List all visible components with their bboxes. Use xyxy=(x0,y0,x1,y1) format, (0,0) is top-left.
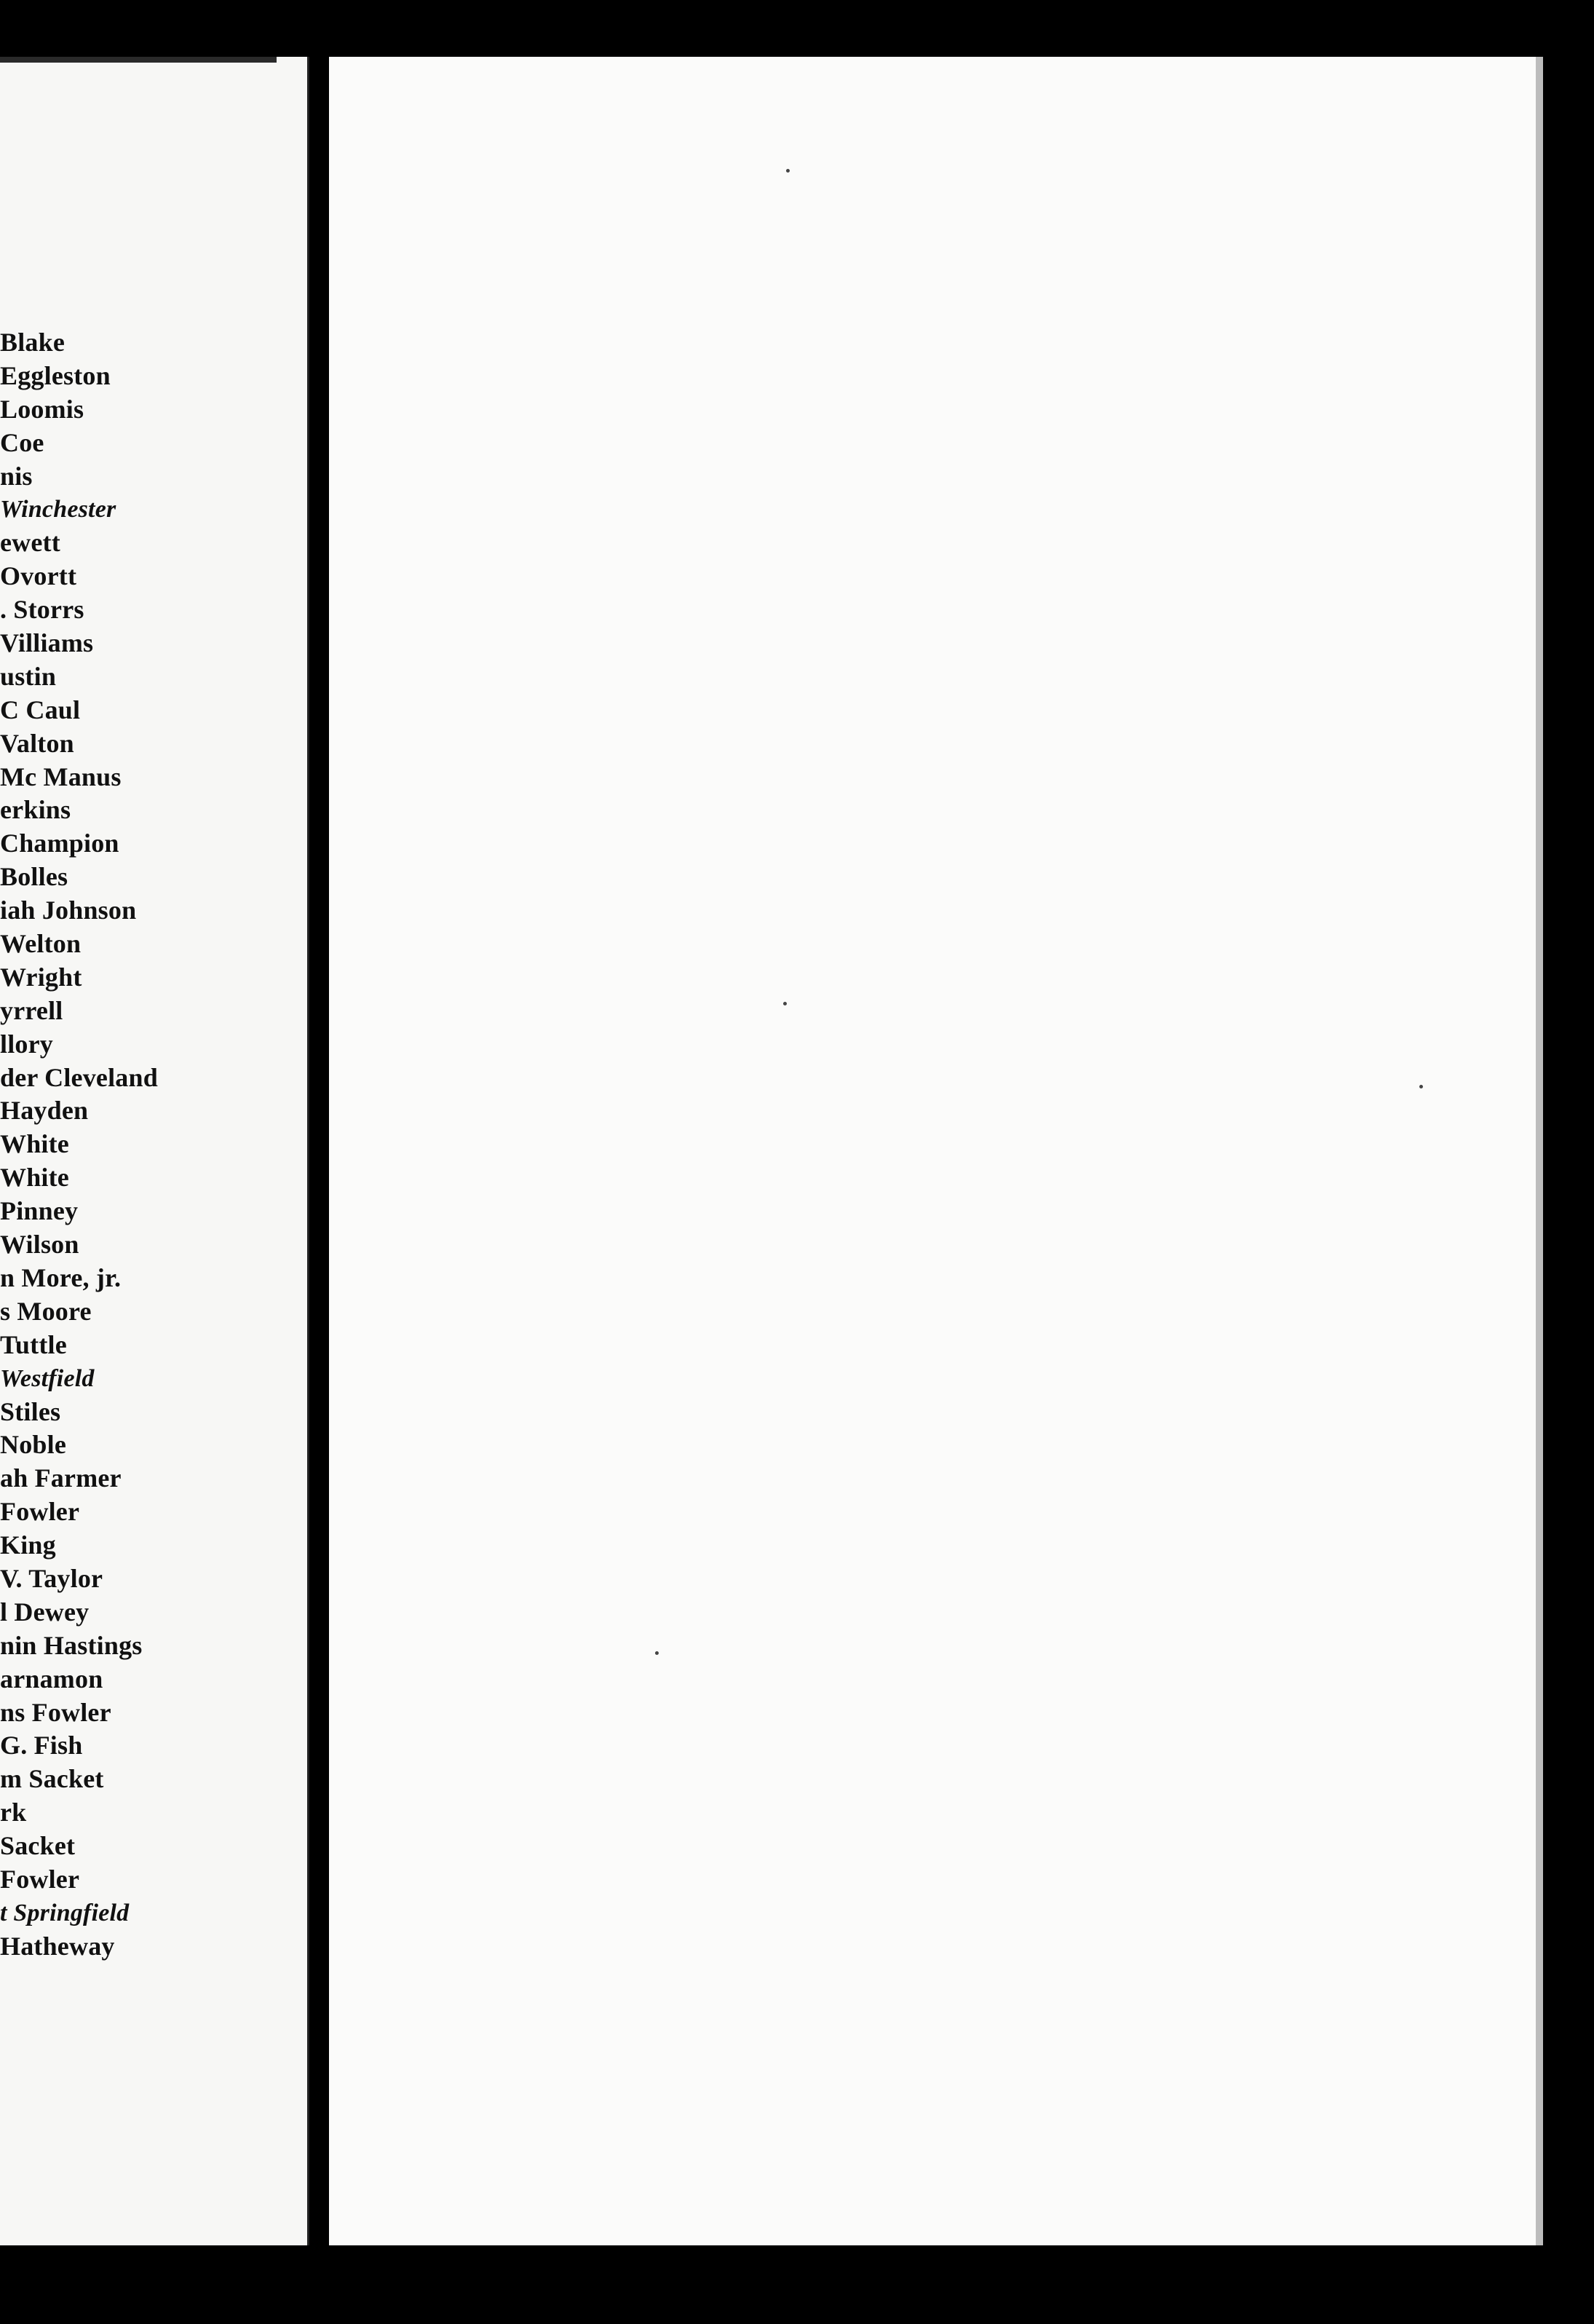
blank-right-page xyxy=(329,57,1543,2245)
name-entry: Welton xyxy=(0,929,82,959)
name-entry: llory xyxy=(0,1029,53,1059)
name-entry: White xyxy=(0,1129,69,1159)
ink-speck xyxy=(783,1002,787,1005)
name-entry: rk xyxy=(0,1798,27,1827)
name-entry: arnamon xyxy=(0,1664,103,1693)
name-entry: nis xyxy=(0,461,33,491)
name-entry: . Storrs xyxy=(0,595,84,625)
name-entry: ewett xyxy=(0,528,60,558)
top-rule xyxy=(0,57,277,63)
name-entry: Pinney xyxy=(0,1196,79,1226)
name-entry: Loomis xyxy=(0,394,84,424)
name-entry: Coe xyxy=(0,427,44,457)
left-page-fragment xyxy=(0,57,309,2245)
name-entry: Fowler xyxy=(0,1864,80,1894)
name-entry: Blake xyxy=(0,328,66,357)
ink-speck xyxy=(655,1651,659,1655)
name-entry: Mc Manus xyxy=(0,762,122,791)
ink-speck xyxy=(786,169,790,173)
name-entry: C Caul xyxy=(0,695,81,724)
name-entry: Tuttle xyxy=(0,1329,67,1359)
town-heading: Winchester xyxy=(0,496,116,523)
name-entry: Valton xyxy=(0,728,74,758)
name-entry: Hayden xyxy=(0,1096,89,1126)
name-entry: iah Johnson xyxy=(0,896,137,925)
name-entry: Hatheway xyxy=(0,1931,115,1961)
name-entry: Wright xyxy=(0,962,82,992)
name-entry: V. Taylor xyxy=(0,1563,103,1593)
ink-speck xyxy=(1419,1085,1423,1088)
name-entry: der Cleveland xyxy=(0,1062,158,1092)
name-entry: erkins xyxy=(0,795,71,825)
name-entry: Sacket xyxy=(0,1831,76,1861)
name-entry: ah Farmer xyxy=(0,1463,122,1493)
name-entry: n More, jr. xyxy=(0,1262,122,1292)
name-entry: King xyxy=(0,1530,56,1560)
name-entry: nin Hastings xyxy=(0,1630,143,1660)
name-list xyxy=(0,326,158,1964)
name-entry: ns Fowler xyxy=(0,1697,111,1727)
name-entry: Eggleston xyxy=(0,360,111,390)
town-heading: t Springfield xyxy=(0,1899,130,1926)
name-entry: G. Fish xyxy=(0,1731,83,1760)
name-entry: Wilson xyxy=(0,1230,79,1260)
name-entry: Ovortt xyxy=(0,561,77,591)
name-entry: ustin xyxy=(0,661,57,691)
name-entry: Noble xyxy=(0,1430,66,1460)
name-entry: Champion xyxy=(0,829,119,858)
name-entry: l Dewey xyxy=(0,1597,90,1627)
name-entry: s Moore xyxy=(0,1296,92,1326)
name-entry: Bolles xyxy=(0,862,68,892)
name-entry: m Sacket xyxy=(0,1764,104,1794)
name-entry: White xyxy=(0,1163,69,1193)
town-heading: Westfield xyxy=(0,1364,95,1392)
name-entry: Fowler xyxy=(0,1497,80,1527)
name-entry: Villiams xyxy=(0,628,94,658)
name-entry: yrrell xyxy=(0,995,63,1025)
name-entry: Stiles xyxy=(0,1396,61,1426)
